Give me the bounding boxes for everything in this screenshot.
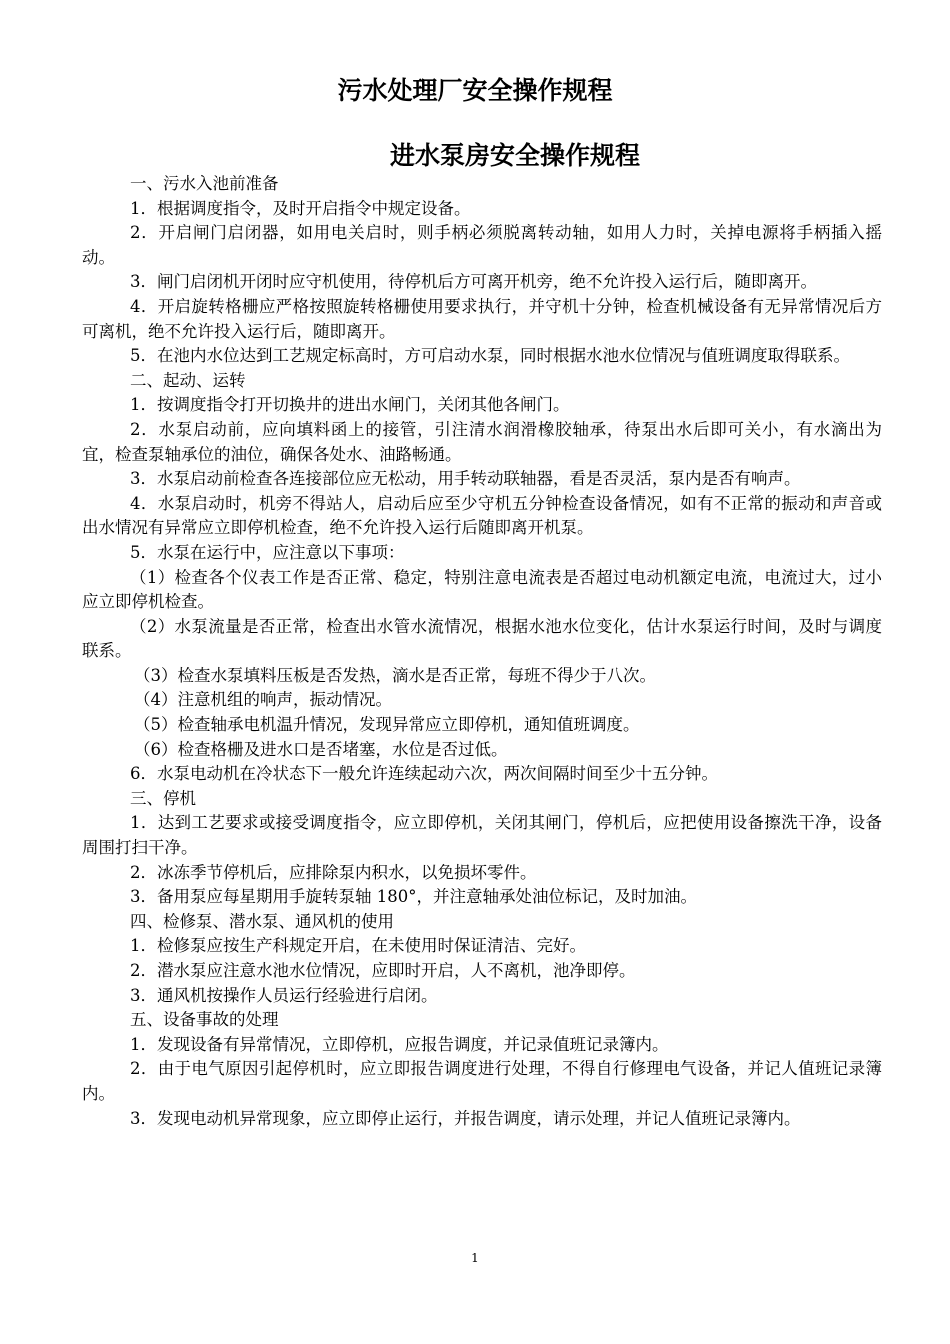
paragraph: 3．水泵启动前检查各连接部位应无松动，用手转动联轴器，看是否灵活，泵内是否有响声。	[130, 469, 801, 489]
paragraph: 3．备用泵应每星期用手旋转泵轴 180°，并注意轴承处油位标记，及时加油。	[130, 887, 697, 907]
paragraph: 1．达到工艺要求或接受调度指令，应立即停机，关闭其闸门，停机后，应把使用设备擦洗干净，设备周围打扫干净。	[82, 813, 882, 858]
paragraph: 3．发现电动机异常现象，应立即停止运行，并报告调度，请示处理，并记人值班记录簿内。	[130, 1108, 801, 1128]
section-title: 进水泵房安全操作规程	[389, 141, 640, 170]
paragraph: 2．水泵启动前，应向填料函上的接管，引注清水润滑橡胶轴承，待泵出水后即可关小，有水滴出为宜，检查泵轴承位的油位，确保各处水、油路畅通。	[82, 419, 882, 464]
paragraph: （5）检查轴承电机温升情况，发现异常应立即停机，通知值班调度。	[134, 715, 640, 735]
paragraph: 6．水泵电动机在冷状态下一般允许连续起动六次，两次间隔时间至少十五分钟。	[130, 764, 718, 784]
paragraph: 2．潜水泵应注意水池水位情况，应即时开启，人不离机，池净即停。	[130, 961, 636, 980]
paragraph: 4．开启旋转格栅应严格按照旋转格栅使用要求执行，并守机十分钟，检查机械设备有无异常情况后方可离机，绝不允许投入运行后，随即离开。	[82, 296, 882, 341]
paragraph: 3．通风机按操作人员运行经验进行启闭。	[130, 985, 438, 1005]
paragraph: （6）检查格栅及进水口是否堵塞，水位是否过低。	[134, 739, 508, 759]
paragraph: 5．在池内水位达到工艺规定标高时，方可启动水泵，同时根据水池水位情况与值班调度取得联系。	[130, 346, 850, 366]
document-title: 污水处理厂安全操作规程	[337, 76, 613, 105]
section-heading: 一、污水入池前准备	[130, 174, 279, 193]
paragraph: （4）注意机组的响声，振动情况。	[134, 690, 392, 710]
document-body	[82, 172, 882, 1131]
paragraph: （3）检查水泵填料压板是否发热，滴水是否正常，每班不得少于八次。	[134, 665, 656, 685]
paragraph: 4．水泵启动时，机旁不得站人，启动后应至少守机五分钟检查设备情况，如有不正常的振动和声音或出水情况有异常应立即停机检查，绝不允许投入运行后随即离开机泵。	[82, 493, 882, 538]
paragraph: 1．发现设备有异常情况，立即停机，应报告调度，并记录值班记录簿内。	[130, 1034, 669, 1054]
section-heading: 二、起动、运转	[130, 370, 246, 390]
paragraph: 1．按调度指令打开切换井的进出水闸门，关闭其他各闸门。	[130, 395, 570, 415]
paragraph: 2．冰冻季节停机后，应排除泵内积水，以免损坏零件。	[130, 862, 537, 882]
paragraph: 2．由于电气原因引起停机时，应立即报告调度进行处理，不得自行修理电气设备，并记人值班记录簿内。	[82, 1059, 882, 1103]
paragraph: 5．水泵在运行中，应注意以下事项：	[130, 542, 405, 562]
paragraph: 2．开启闸门启闭器，如用电关启时，则手柄必须脱离转动轴，如用人力时，关掉电源将手柄插入摇动。	[82, 223, 882, 267]
paragraph: （1）检查各个仪表工作是否正常、稳定，特别注意电流表是否超过电动机额定电流，电流过大，过小应立即停机检查。	[82, 567, 882, 612]
section-heading: 三、停机	[130, 788, 196, 808]
paragraph: 3．闸门启闭机开闭时应守机使用，待停机后方可离开机旁，绝不允许投入运行后，随即离开。	[130, 272, 817, 292]
paragraph: （2）水泵流量是否正常，检查出水管水流情况，根据水池水位变化，估计水泵运行时间，及时与调度联系。	[82, 616, 882, 661]
section-heading: 四、检修泵、潜水泵、通风机的使用	[130, 911, 394, 931]
section-heading: 五、设备事故的处理	[130, 1010, 279, 1030]
page-number: 1	[471, 1251, 479, 1265]
paragraph: 1．根据调度指令，及时开启指令中规定设备。	[130, 198, 471, 218]
paragraph: 1．检修泵应按生产科规定开启，在未使用时保证清洁、完好。	[130, 936, 586, 956]
